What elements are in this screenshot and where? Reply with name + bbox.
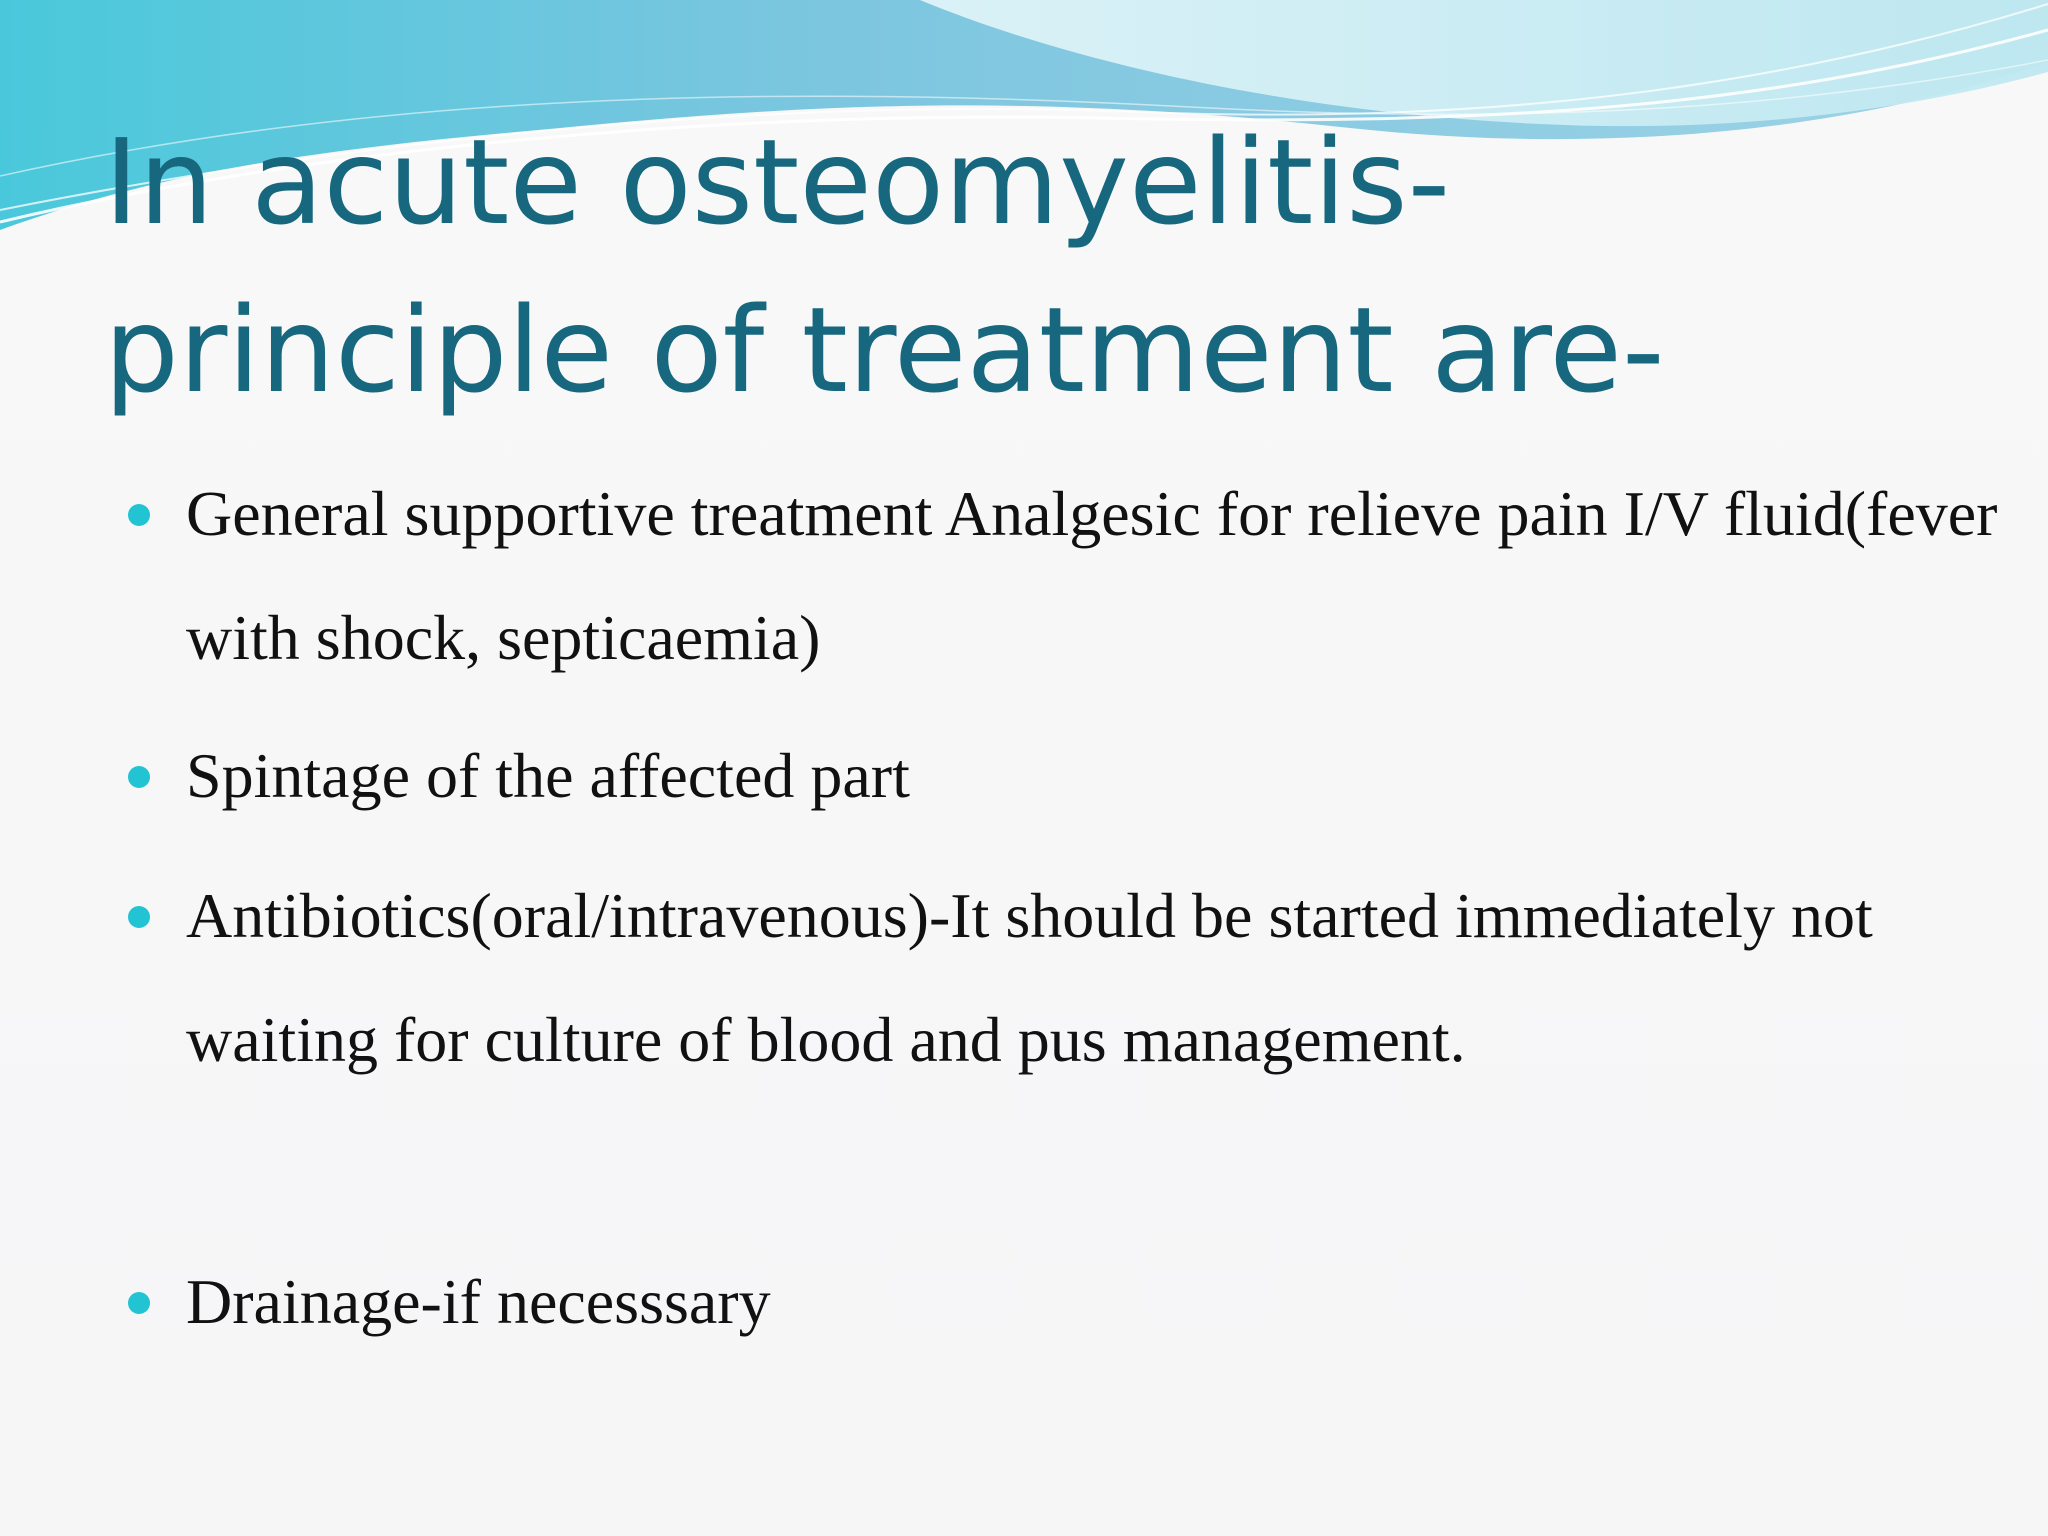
slide-title-line-2: principle of treatment are- xyxy=(104,281,1665,419)
circle-bullet-icon xyxy=(128,906,150,928)
bullet-item xyxy=(120,1240,1920,1364)
circle-bullet-icon xyxy=(128,766,150,788)
bullet-text: General supportive treatment Analgesic for relieve pain I/V fluid(fever with shock, septicaemia) xyxy=(186,478,1998,673)
bullet-item xyxy=(120,452,1998,700)
circle-bullet-icon xyxy=(128,504,150,526)
slide-title xyxy=(104,98,1904,434)
bullet-item xyxy=(120,854,1920,1102)
circle-bullet-icon xyxy=(128,1292,150,1314)
bullet-item xyxy=(120,714,1920,838)
bullet-text: Antibiotics(oral/intravenous)-It should be started immediately not waiting for culture of blood and pus management. xyxy=(186,880,1873,1075)
slide-title-line-1: In acute osteomyelitis- xyxy=(104,113,1451,251)
bullet-text: Drainage-if necesssary xyxy=(186,1266,771,1337)
bullet-text: Spintage of the affected part xyxy=(186,740,910,811)
